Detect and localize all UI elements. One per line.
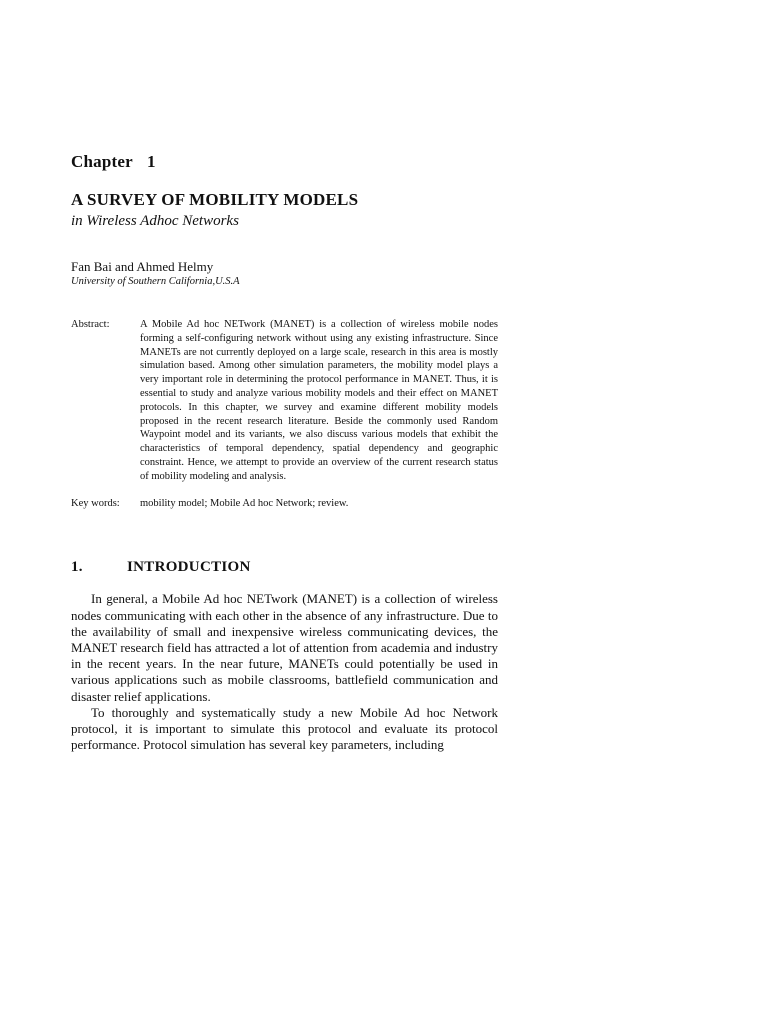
keywords-label: Key words: <box>71 497 120 509</box>
paper-subtitle: in Wireless Adhoc Networks <box>71 213 239 229</box>
body-paragraph: To thoroughly and systematically study a new Mobile Ad hoc Network protocol, it is important to simulate this protocol and evaluate its protocol performance. Protocol simulation has several key parameters, including <box>71 704 498 753</box>
section-heading <box>71 558 498 576</box>
authors: Fan Bai and Ahmed Helmy <box>71 259 214 274</box>
body-paragraph: In general, a Mobile Ad hoc NETwork (MANET) is a collection of wireless nodes communicating with each other in the absence of any infrastructure. Due to the availability of small and inexpensive wireless communicating devices, the MANET research field has attracted a lot of attention from academia and industry in the recent years. In the near future, MANETs could potentially be used in various applications such as mobile classrooms, battlefield communication and disaster relief applications. <box>71 591 498 704</box>
keywords-text: mobility model; Mobile Ad hoc Network; review. <box>140 497 349 509</box>
chapter-label: Chapter <box>71 152 133 171</box>
page-content <box>71 152 498 753</box>
abstract-text: A Mobile Ad hoc NETwork (MANET) is a collection of wireless mobile nodes forming a self-configuring network without using any existing infrastructure. Since MANETs are not currently deployed on a large scale, research in this area is mostly simulation based. Among other simulation parameters, the mobility model plays a very important role in determining the protocol performance in MANET. Thus, it is essential to study and analyze various mobility models and their effect on MANET protocols. In this chapter, we survey and examine different mobility models proposed in the recent research literature. Beside the commonly used Random Waypoint model and its variants, we also discuss various models that exhibit the characteristics of temporal dependency, spatial dependency and geographic constraint. Hence, we attempt to provide an overview of the current research status of mobility modeling and analysis. <box>140 319 498 482</box>
keywords <box>71 497 498 511</box>
affiliation: University of Southern California,U.S.A <box>71 276 240 287</box>
abstract-label: Abstract: <box>71 319 110 330</box>
chapter-heading <box>71 152 498 172</box>
section-title: INTRODUCTION <box>127 559 251 576</box>
abstract <box>71 318 498 484</box>
section-number: 1. <box>71 559 83 576</box>
paper-title: A SURVEY OF MOBILITY MODELS <box>71 190 359 209</box>
chapter-number: 1 <box>146 152 156 171</box>
